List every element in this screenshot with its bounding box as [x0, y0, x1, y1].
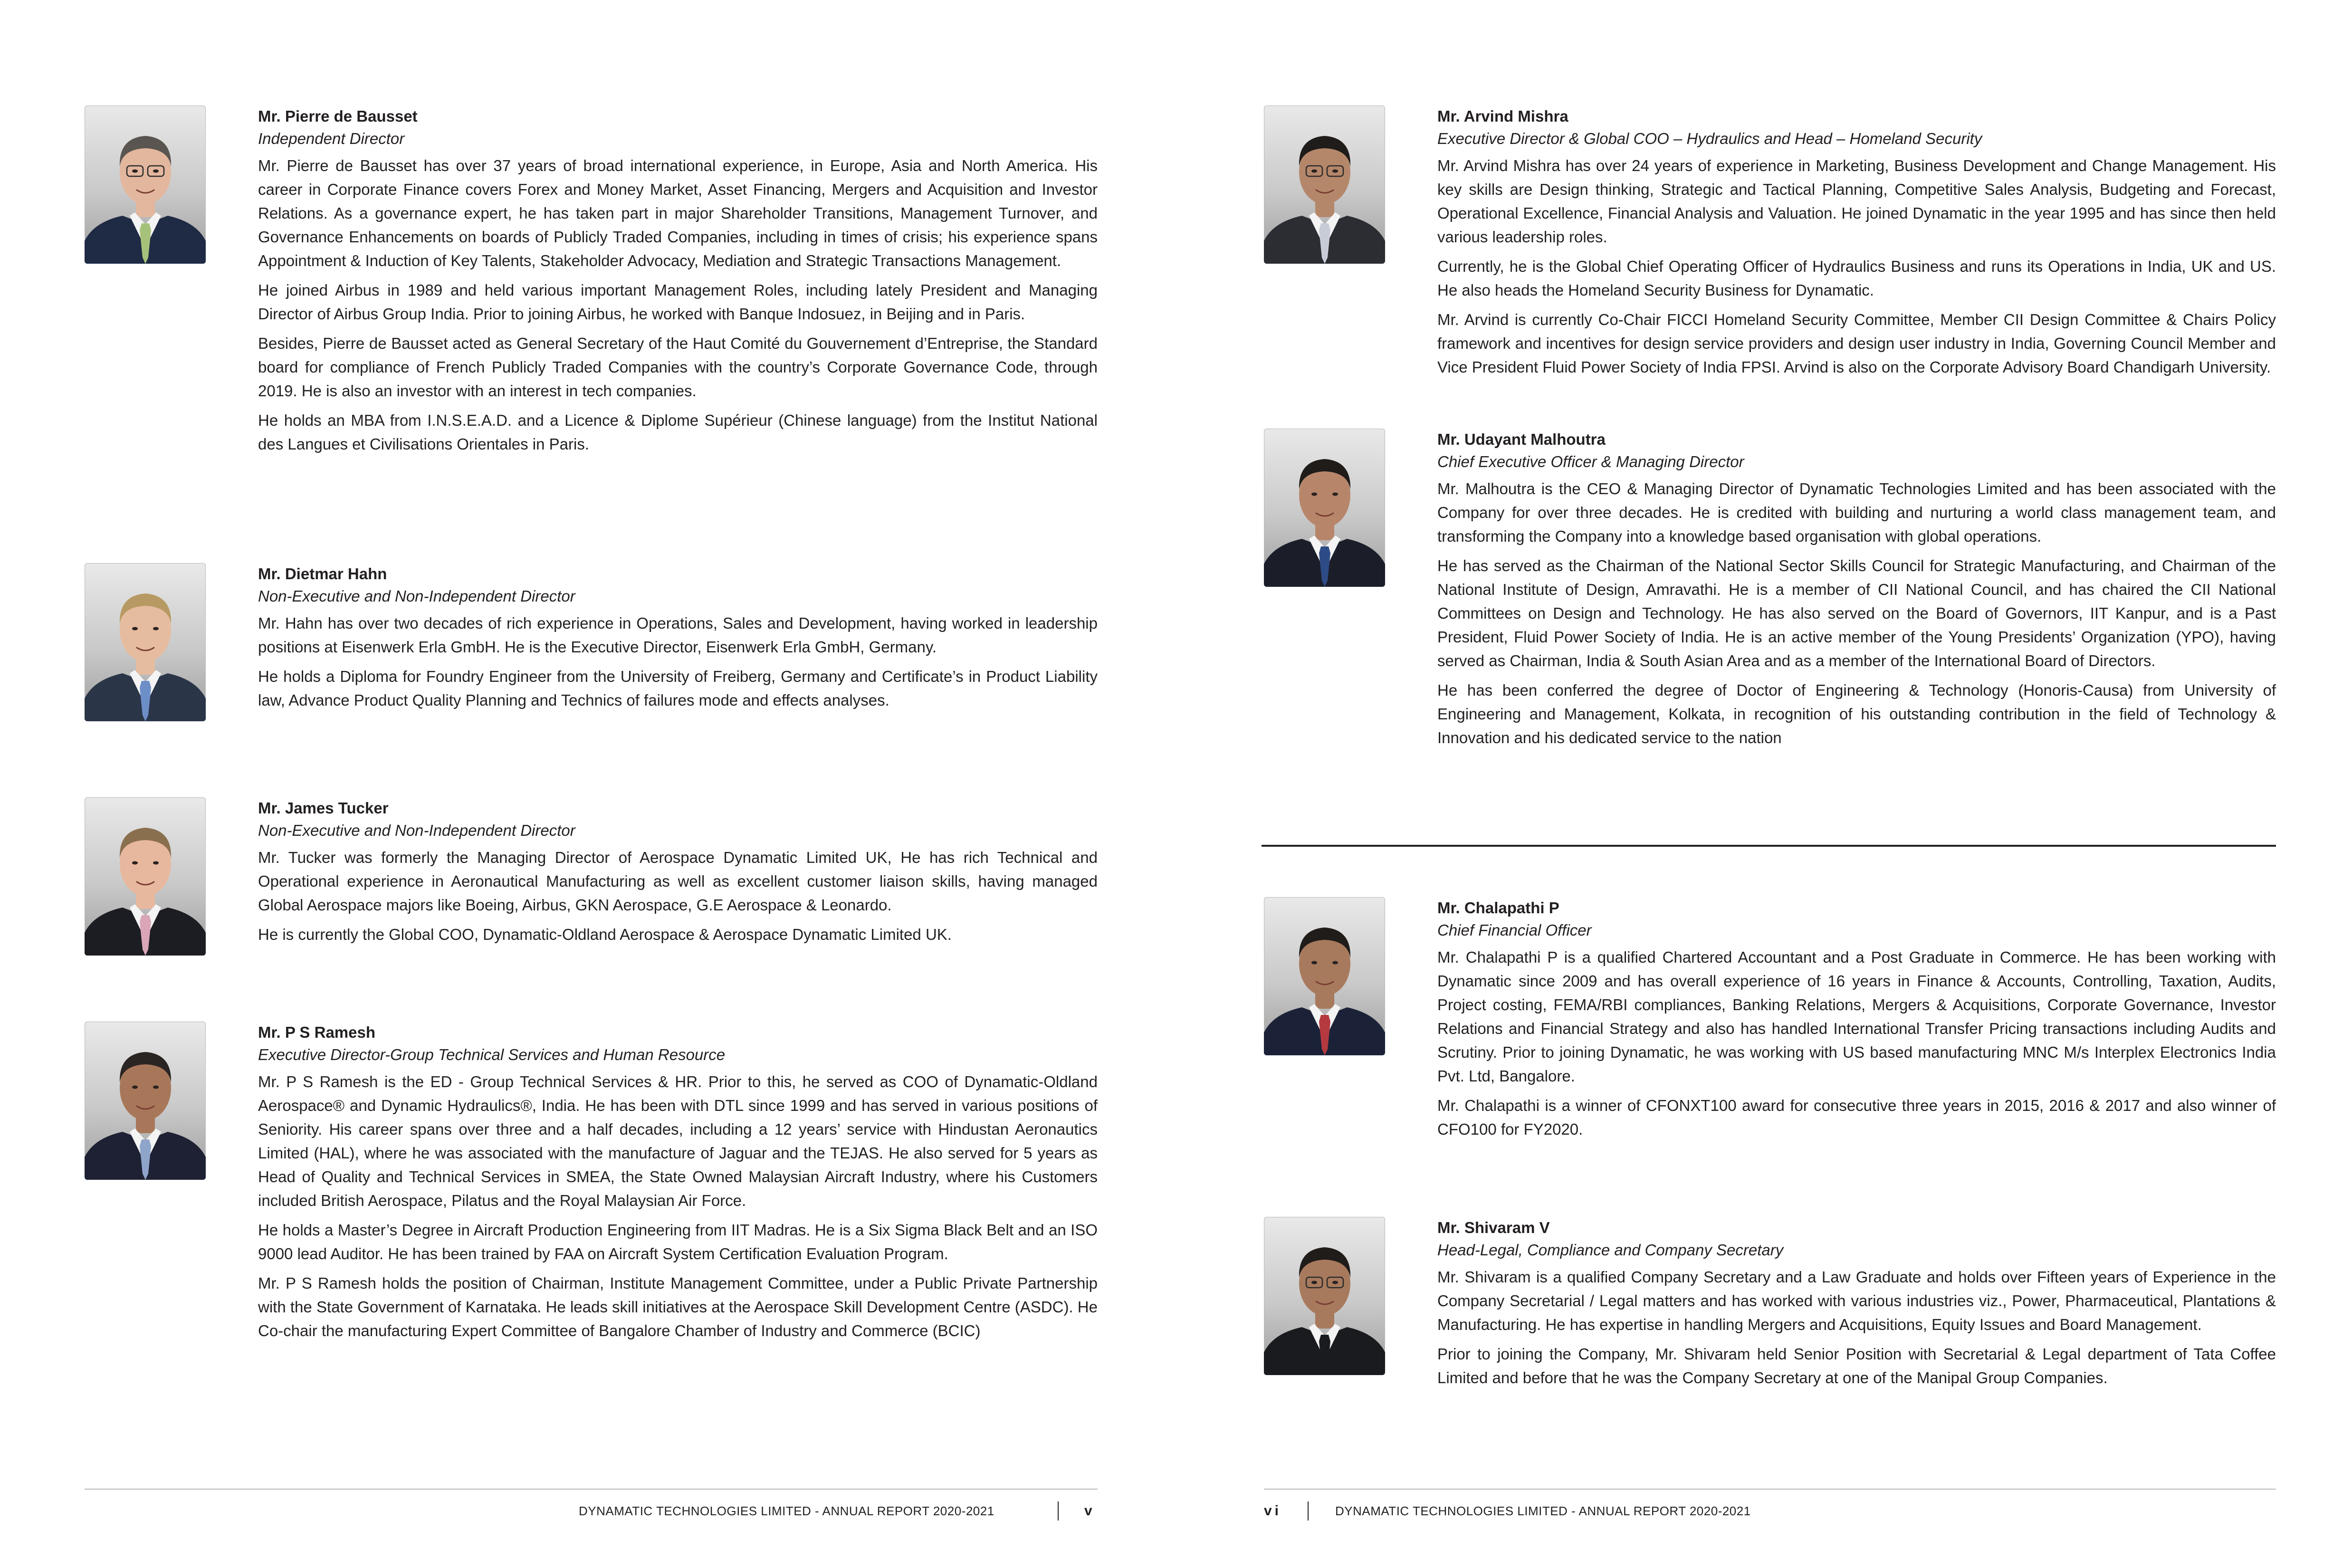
eye-shape	[1311, 1281, 1317, 1284]
bio-paragraph: Mr. Arvind Mishra has over 24 years of experience in Marketing, Business Development and Change Management. His key skills are Design thinking, Strategic and Tactical Planning, Competitive Sales Analysis, Budgeting and Forecast, Operational Excellence, Financial Analysis and Valuation. He joined Dynamatic in the year 1995 and has since then held various leadership roles.	[1437, 157, 2276, 246]
portrait-photo	[1264, 429, 1385, 587]
director-name: Mr. Pierre de Bausset	[258, 107, 418, 125]
eye-shape	[153, 1086, 159, 1089]
director-name: Mr. Chalapathi P	[1437, 899, 1559, 917]
left-footer-separator	[1058, 1501, 1059, 1520]
left-footer-rule	[85, 1489, 1098, 1490]
bio-paragraph: Mr. Arvind is currently Co-Chair FICCI Homeland Security Committee, Member CII Design Committee & Chairs Policy framework and incentives for design service providers and design user industry in India, Governing Council Member and Vice President Fluid Power Society of India FPSI. Arvind is also on the Corporate Advisory Board Chandigarh University.	[1437, 311, 2276, 376]
bio-paragraph: Mr. Shivaram is a qualified Company Secretary and a Law Graduate and holds over Fifteen years of Experience in the Company Secretarial / Legal matters and has worked with various industries viz., Power, Pharmaceutical, Plantations & Manufacturing. He has expertise in handling Mergers and Acquisitions, Equity Issues and Board Management.	[1437, 1268, 2276, 1333]
bio-paragraph: He has served as the Chairman of the National Sector Skills Council for Strategic Manufacturing, and Chairman of the National Institute of Design, Amravathi. He is a member of CII National Council, and has chaired the CII National Committees on Design and Technology. He has also served on the Board of Governors, IIT Kanpur, and is a Past President, Fluid Power Society of India. He is an active member of the Young Presidents’ Organization (YPO), having served as Chairman, India & South Asian Area and as a member of the International Board of Directors.	[1437, 557, 2276, 669]
portrait-photo	[1264, 105, 1385, 264]
bio-paragraph: Mr. P S Ramesh is the ED - Group Technical Services & HR. Prior to this, he served as COO of Dynamatic-Oldland Aerospace® and Dynamic Hydraulics®, India. He has been with DTL since 1999 and has served in various positions of Seniority. His career spans over three and a half decades, including a 12 years’ service with Hindustan Aeronautics Limited (HAL), where he was associated with the manufacture of Jaguar and the TEJAS. He also served for 5 years as Head of Quality and Technical Services in SMEA, the State Owned Malaysian Aircraft Industry, where his Customers included British Aerospace, Pilatus and the Royal Malaysian Air Force.	[258, 1073, 1098, 1209]
director-role: Chief Executive Officer & Managing Director	[1437, 453, 1744, 470]
bio-paragraph: Prior to joining the Company, Mr. Shivaram held Senior Position with Secretarial & Legal department of Tata Coffee Limited and before that he was the Company Secretary at one of the Manipal Group Companies.	[1437, 1345, 2276, 1386]
profile-bio	[1437, 897, 2276, 1147]
eye-shape	[153, 861, 159, 865]
bio-paragraph: Mr. Chalapathi is a winner of CFONXT100 award for consecutive three years in 2015, 2016 & 2017 and also winner of CFO100 for FY2020.	[1437, 1097, 2276, 1138]
director-name: Mr. Shivaram V	[1437, 1219, 1550, 1236]
director-role: Head-Legal, Compliance and Company Secretary	[1437, 1241, 1784, 1259]
portrait-illustration	[85, 563, 206, 721]
left-page-number: v	[1084, 1503, 1095, 1519]
portrait-illustration	[85, 1022, 206, 1180]
profile-bio	[1437, 429, 2276, 755]
eye-shape	[1332, 170, 1338, 173]
right-page-number: vi	[1264, 1503, 1282, 1519]
section-divider	[1262, 845, 2276, 847]
profile-bio	[1437, 1217, 2276, 1396]
director-name: Mr. Dietmar Hahn	[258, 565, 387, 583]
eye-shape	[132, 170, 138, 173]
director-role: Executive Director-Group Technical Services and Human Resource	[258, 1046, 726, 1063]
right-footer-text: DYNAMATIC TECHNOLOGIES LIMITED - ANNUAL REPORT 2020-2021	[1335, 1504, 1751, 1518]
profile-bio	[258, 105, 1098, 462]
bio-paragraph: He is currently the Global COO, Dynamatic-Oldland Aerospace & Aerospace Dynamatic Limited UK.	[258, 926, 952, 943]
director-role: Non-Executive and Non-Independent Director	[258, 587, 575, 605]
bio-paragraph: Mr. Pierre de Bausset has over 37 years of broad international experience, in Europe, Asia and North America. His career in Corporate Finance covers Forex and Money Market, Asset Financing, Mergers and Acquisition and Investor Relations. As a governance expert, he has taken part in major Shareholder Transitions, Management Turnover, and Governance Enhancements on boards of Publicly Traded Companies, including in times of crisis; his experience spans Appointment & Induction of Key Talents, Stakeholder Advocacy, Mediation and Strategic Transactions Management.	[258, 157, 1098, 269]
left-footer-text: DYNAMATIC TECHNOLOGIES LIMITED - ANNUAL REPORT 2020-2021	[579, 1504, 994, 1518]
bio-paragraph: Besides, Pierre de Bausset acted as General Secretary of the Haut Comité du Gouvernement d’Entreprise, the Standard board for compliance of French Publicly Traded Companies with the country’s Corporate Governance Code, through 2019. He is also an investor with an interest in tech companies.	[258, 335, 1098, 400]
director-role: Non-Executive and Non-Independent Director	[258, 822, 575, 839]
bio-paragraph: Mr. Tucker was formerly the Managing Director of Aerospace Dynamatic Limited UK, He has rich Technical and Operational experience in Aeronautical Manufacturing as well as excellent customer liaison skills, having managed Global Aerospace majors like Boeing, Airbus, GKN Aerospace, G.E Aerospace & Leonardo.	[258, 849, 1098, 914]
director-name: Mr. Arvind Mishra	[1437, 107, 1568, 125]
bio-paragraph: Mr. Hahn has over two decades of rich experience in Operations, Sales and Development, having worked in leadership positions at Eisenwerk Erla GmbH. He is the Executive Director, Eisenwerk Erla GmbH, Germany.	[258, 614, 1098, 656]
eye-shape	[1311, 961, 1317, 965]
portrait-illustration	[1264, 429, 1385, 587]
director-role: Executive Director & Global COO – Hydraulics and Head – Homeland Security	[1437, 130, 1982, 147]
portrait-illustration	[85, 797, 206, 956]
profile-bio	[258, 1022, 1098, 1348]
eye-shape	[1332, 961, 1338, 965]
portrait-illustration	[1264, 897, 1385, 1055]
bio-paragraph: He holds an MBA from I.N.S.E.A.D. and a Licence & Diplome Supérieur (Chinese language) from the Institut National des Langues et Civilisations Orientales in Paris.	[258, 411, 1098, 453]
bio-paragraph: Currently, he is the Global Chief Operating Officer of Hydraulics Business and runs its Operations in India, UK and US. He also heads the Homeland Security Business for Dynamatic.	[1437, 258, 2276, 299]
eye-shape	[153, 170, 159, 173]
portrait-illustration	[1264, 1217, 1385, 1375]
director-role: Chief Financial Officer	[1437, 921, 1592, 939]
portrait-photo	[1264, 897, 1385, 1055]
profile-bio	[1437, 105, 2276, 385]
profile-bio	[258, 563, 1098, 718]
eye-shape	[132, 1086, 138, 1089]
profile-bio	[258, 797, 1098, 952]
portrait-illustration	[85, 105, 206, 264]
director-name: Mr. Udayant Malhoutra	[1437, 430, 1606, 448]
right-footer-separator	[1308, 1501, 1309, 1520]
eye-shape	[1311, 170, 1317, 173]
eye-shape	[153, 627, 159, 631]
bio-paragraph: He joined Airbus in 1989 and held various important Management Roles, including lately President and Managing Director of Airbus Group India. Prior to joining Airbus, he worked with Banque Indosuez, in Beijing and in Paris.	[258, 281, 1098, 323]
bio-paragraph: Mr. P S Ramesh holds the position of Chairman, Institute Management Committee, under a Public Private Partnership with the State Government of Karnataka. He leads skill initiatives at the Aerospace Skill Development Centre (ASDC). He Co-chair the manufacturing Expert Committee of Bangalore Chamber of Industry and Commerce (BCIC)	[258, 1274, 1098, 1339]
eye-shape	[1332, 1281, 1338, 1284]
director-role: Independent Director	[258, 130, 405, 147]
right-footer-rule	[1264, 1489, 2276, 1490]
portrait-photo	[1264, 1217, 1385, 1375]
portrait-photo	[85, 1022, 206, 1180]
portrait-photo	[85, 797, 206, 956]
director-name: Mr. James Tucker	[258, 799, 389, 817]
bio-paragraph: He holds a Master’s Degree in Aircraft Production Engineering from IIT Madras. He is a Six Sigma Black Belt and an ISO 9000 lead Auditor. He has been trained by FAA on Aircraft System Certification Evaluation Program.	[258, 1221, 1098, 1262]
eye-shape	[1332, 493, 1338, 496]
portrait-photo	[85, 563, 206, 721]
bio-paragraph: Mr. Chalapathi P is a qualified Chartered Accountant and a Post Graduate in Commerce. He has been working with Dynamatic since 2009 and has overall experience of 16 years in Finance & Accounts, Controlling, Taxation, Audits, Project costing, FEMA/RBI compliances, Banking Relations, Mergers & Acquisitions, Corporate Governance, Investor Relations and Financial Strategy and also has handled International Transfer Pricing transactions including Audits and Scrutiny. Prior to joining Dynamatic, he was working with US based manufacturing MNC M/s Interplex Electronics India Pvt. Ltd, Bangalore.	[1437, 948, 2276, 1085]
eye-shape	[1311, 493, 1317, 496]
bio-paragraph: Mr. Malhoutra is the CEO & Managing Director of Dynamatic Technologies Limited and has been associated with the Company for over three decades. He is credited with building and nurturing a world class management team, and transforming the Company into a knowledge based organisation with global operations.	[1437, 480, 2276, 545]
eye-shape	[132, 627, 138, 631]
portrait-photo	[85, 105, 206, 264]
bio-paragraph: He has been conferred the degree of Doctor of Engineering & Technology (Honoris-Causa) from University of Engineering and Management, Kolkata, in recognition of his outstanding contribution in the field of Technology & Innovation and his dedicated service to the nation	[1437, 681, 2276, 746]
bio-paragraph: He holds a Diploma for Foundry Engineer from the University of Freiberg, Germany and Certificate’s in Product Liability law, Advance Product Quality Planning and Technics of failures mode and effects analyses.	[258, 668, 1098, 709]
director-name: Mr. P S Ramesh	[258, 1023, 376, 1041]
portrait-illustration	[1264, 105, 1385, 264]
eye-shape	[132, 861, 138, 865]
